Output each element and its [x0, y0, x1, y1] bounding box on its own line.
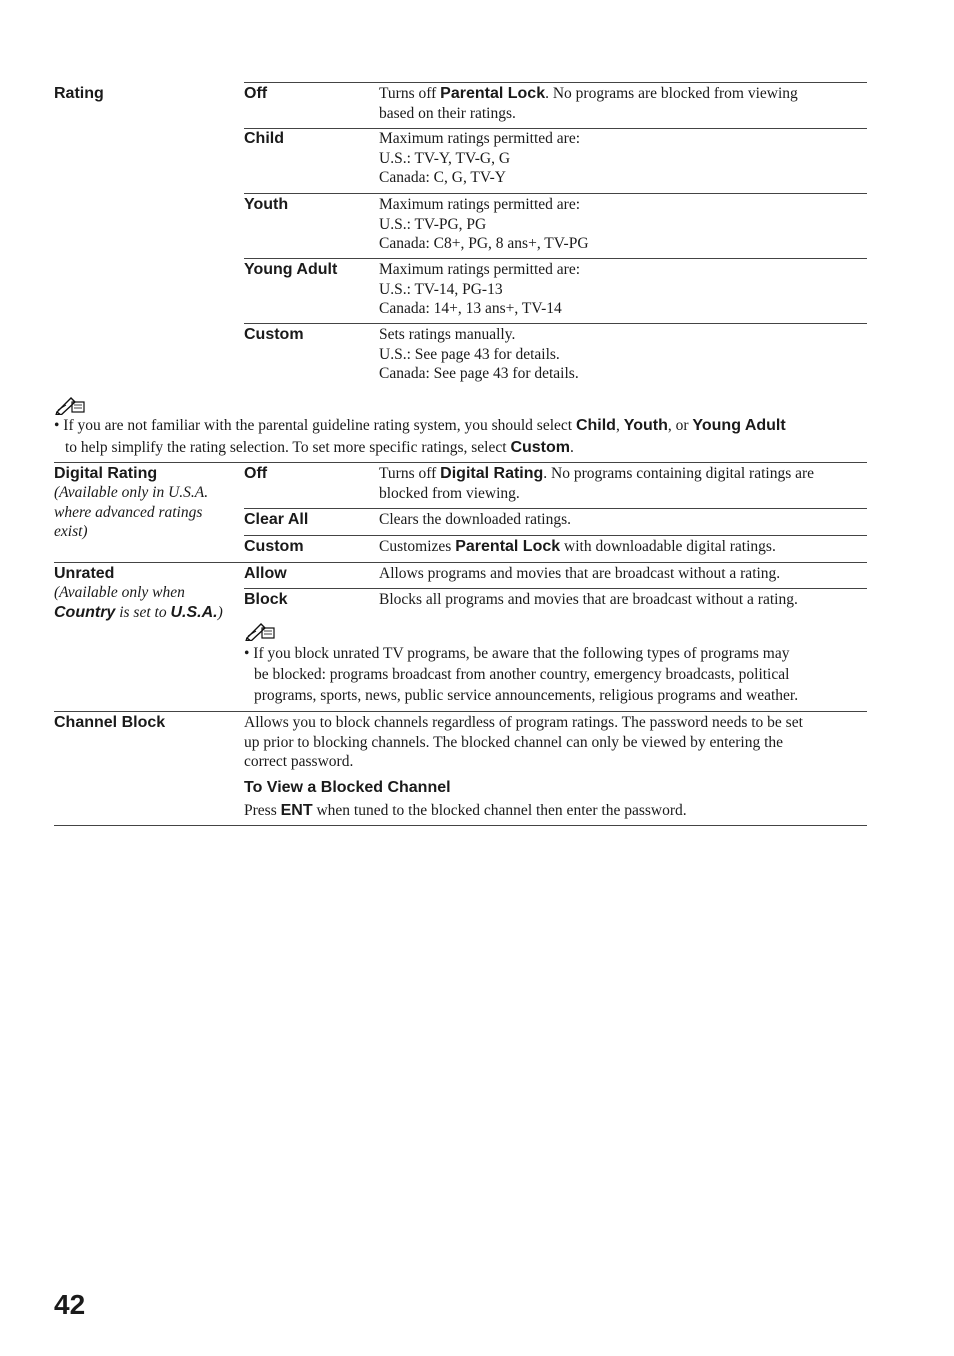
unrated-availability: (Available only when Country is set to U.S.A.) — [54, 584, 223, 621]
unrated-option-allow: Allow — [244, 565, 287, 582]
digital-clear-desc: Clears the downloaded ratings. — [379, 511, 571, 528]
note-pencil-icon — [54, 393, 86, 415]
rating-label: Rating — [54, 85, 104, 102]
rule-bottom — [54, 825, 867, 826]
view-blocked-channel-text: Press ENT when tuned to the blocked channel then enter the password. — [244, 802, 687, 819]
note-rating-help: • If you are not familiar with the parental guideline rating system, you should select Child, Youth, or Young Adult to help simplify the rating selection. To set more specific ratings, select Custom. — [54, 417, 786, 456]
view-blocked-channel-heading: To View a Blocked Channel — [244, 779, 451, 796]
rule — [244, 535, 867, 536]
unrated-block-desc: Blocks all programs and movies that are broadcast without a rating. — [379, 591, 798, 608]
digital-rating-label: Digital Rating — [54, 465, 158, 482]
note-unrated-warning: • If you block unrated TV programs, be aware that the following types of programs may be blocked: programs broadcast from another country, emergency broadcasts, political programs, sports, news, public service announcements, religious programs and weather. — [244, 645, 799, 704]
rating-youth-desc: Maximum ratings permitted are: U.S.: TV-PG, PG Canada: C8+, PG, 8 ans+, TV-PG — [379, 196, 589, 252]
rating-custom-desc: Sets ratings manually. U.S.: See page 43 for details. Canada: See page 43 for details. — [379, 326, 579, 382]
channel-block-label: Channel Block — [54, 714, 166, 731]
digital-off-desc: Turns off Digital Rating. No programs containing digital ratings are blocked from viewing. — [379, 465, 815, 502]
rule-section — [54, 711, 867, 712]
digital-option-custom: Custom — [244, 538, 304, 555]
rating-option-youth: Youth — [244, 196, 289, 213]
rating-option-off: Off — [244, 85, 268, 102]
rule — [244, 323, 867, 324]
rating-young-adult-desc: Maximum ratings permitted are: U.S.: TV-14, PG-13 Canada: 14+, 13 ans+, TV-14 — [379, 261, 581, 317]
digital-option-off: Off — [244, 465, 268, 482]
unrated-option-block: Block — [244, 591, 288, 608]
rating-option-custom: Custom — [244, 326, 304, 343]
rule — [244, 258, 867, 259]
channel-block-desc: Allows you to block channels regardless of program ratings. The password needs to be set up prior to blocking channels. The blocked channel can only be viewed by entering the correct password. — [244, 714, 803, 770]
rule-section — [54, 562, 867, 563]
rating-option-child: Child — [244, 130, 284, 147]
digital-option-clear-all: Clear All — [244, 511, 309, 528]
digital-custom-desc: Customizes Parental Lock with downloadable digital ratings. — [379, 538, 776, 555]
page-number: 42 — [54, 1289, 86, 1320]
rule — [244, 193, 867, 194]
rating-off-desc: Turns off Parental Lock. No programs are blocked from viewing based on their ratings. — [379, 85, 798, 122]
note-pencil-icon — [244, 619, 276, 641]
rule — [244, 508, 867, 509]
rule-section — [54, 462, 867, 463]
digital-rating-availability: (Available only in U.S.A. where advanced ratings exist) — [54, 484, 209, 540]
rule-top — [244, 82, 867, 83]
unrated-allow-desc: Allows programs and movies that are broadcast without a rating. — [379, 565, 781, 582]
rating-option-young-adult: Young Adult — [244, 261, 338, 278]
unrated-label: Unrated — [54, 565, 115, 582]
rule — [244, 588, 867, 589]
rating-child-desc: Maximum ratings permitted are: U.S.: TV-Y, TV-G, G Canada: C, G, TV-Y — [379, 130, 581, 186]
